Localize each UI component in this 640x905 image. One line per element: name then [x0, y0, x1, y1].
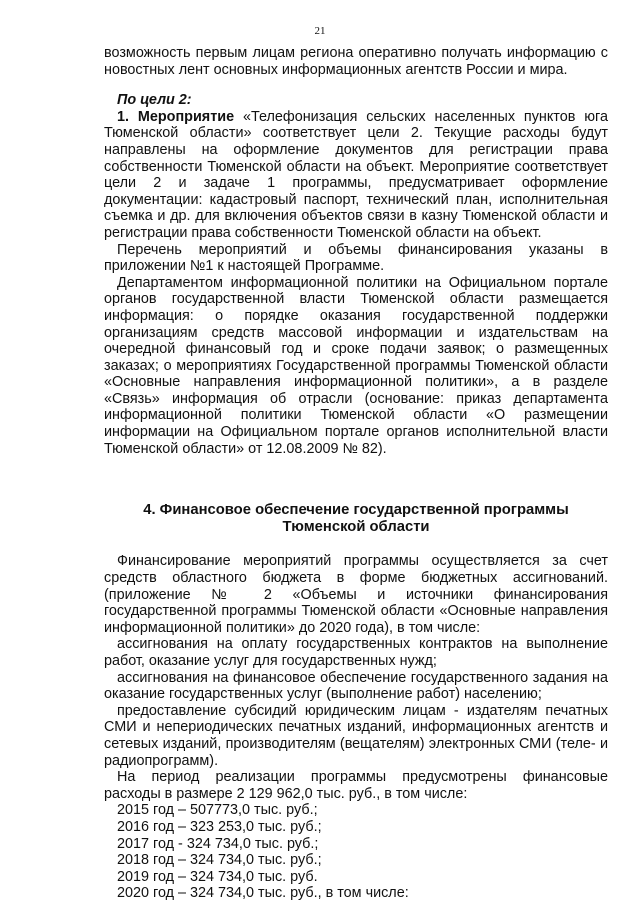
paragraph-contracts: ассигнования на оплату государственных контрактов на выполнение работ, оказание услуг для государственных нужд;: [104, 636, 608, 669]
yearly-expenses-list: [104, 802, 608, 902]
page-body: [104, 45, 608, 902]
list-item: 2020 год – 324 734,0 тыс. руб., в том числе:: [117, 885, 409, 902]
list-item: 2016 год – 323 253,0 тыс. руб.;: [117, 818, 322, 835]
measure-1-label: 1. Мероприятие: [117, 108, 235, 125]
page-number: 21: [314, 25, 326, 37]
list-item: 2019 год – 324 734,0 тыс. руб.: [117, 868, 318, 885]
paragraph-measure-1: [104, 109, 608, 242]
paragraph-continuation: возможность первым лицам региона оперативно получать информацию с новостных лент основных информационных агентств России и мира.: [104, 45, 608, 78]
paragraph-total-expenses: На период реализации программы предусмотрены финансовые расходы в размере 2 129 962,0 тыс. руб., в том числе:: [104, 769, 608, 802]
paragraph-subsidies: предоставление субсидий юридическим лицам - издателям печатных СМИ и непериодических печатных изданий, информационных агентств и сетевых изданий, производителям (вещателям) электронных СМИ (теле- и радиопрограмм).: [104, 702, 608, 769]
paragraph-financing: Финансирование мероприятий программы осуществляется за счет средств областного бюджета в форме бюджетных ассигнований. (приложение № 2 «Объемы и источники финансирования государственной программы Тюменской области «Основные направления информационной политики» до 2020 года), в том числе:: [104, 553, 608, 636]
measure-1-text: «Телефонизация сельских населенных пунктов юга Тюменской области» соответствует цели 2. Текущие расходы будут направлены на оформление документов для регистрации права собственности Тюменской области на объект. Мероприятие соответствует цели 2 и задаче 1 программы, предусматривает оформление документации: кадастровый паспорт, технический план, исполнительная съемка и др. для включения объектов связи в казну Тюменской области и регистрации права собственности Тюменской области на объект.: [104, 108, 608, 241]
section-4-heading: 4. Финансовое обеспечение государственной программы Тюменской области: [143, 502, 569, 535]
paragraph-portal-info: Департаментом информационной политики на Официальном портале органов государственной власти Тюменской области размещается информация: о порядке оказания государственной поддержки организациям средств массовой информации и издательствам на очередной финансовый год и сроке подачи заявок; о размещенных заказах; о мероприятиях Государственной программы Тюменской области «Основные направления информационной политики», а в разделе «Связь» информация об отрасли (основание: приказ департамента информационной политики Тюменской области «О размещении информации на Официальном портале органов исполнительной власти Тюменской области» от 12.08.2009 № 82).: [104, 274, 608, 457]
paragraph-state-task: ассигнования на финансовое обеспечение государственного задания на оказание государственных услуг (выполнение работ) населению;: [104, 669, 608, 703]
list-item: 2015 год – 507773,0 тыс. руб.;: [117, 802, 318, 819]
list-item: 2018 год – 324 734,0 тыс. руб.;: [117, 852, 322, 869]
goal-2-heading: По цели 2:: [117, 92, 192, 109]
list-item: 2017 год - 324 734,0 тыс. руб.;: [117, 835, 319, 852]
paragraph-appendix-ref: Перечень мероприятий и объемы финансирования указаны в приложении №1 к настоящей Программе.: [104, 241, 608, 275]
